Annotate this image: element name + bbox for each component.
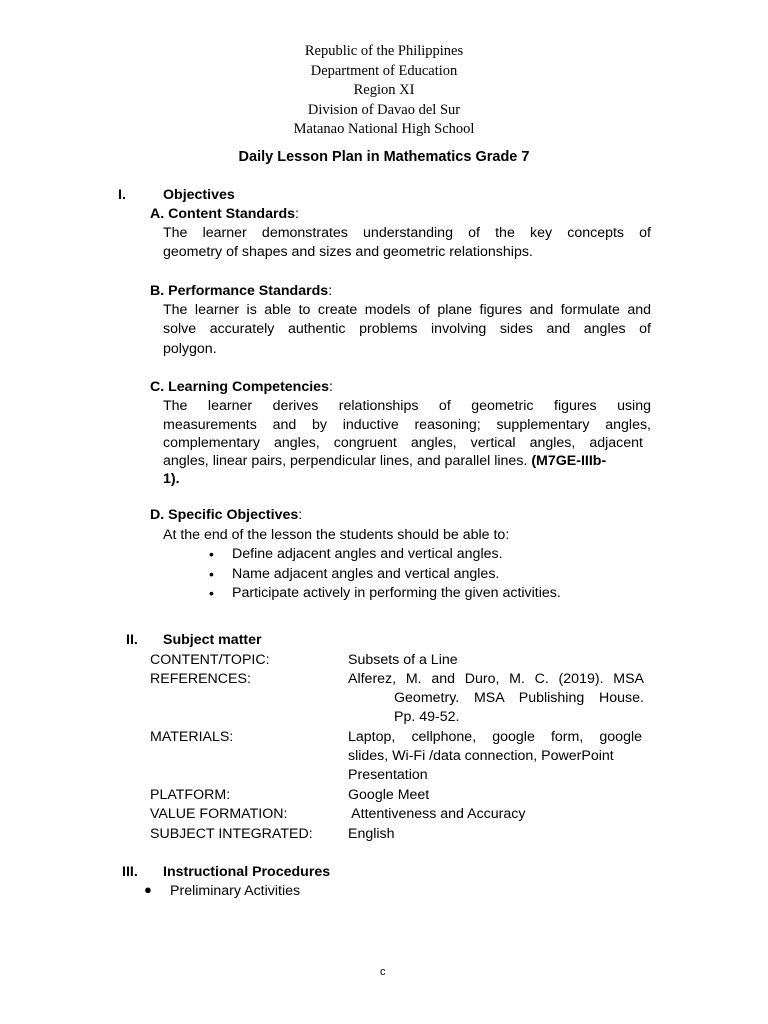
page-title: Daily Lesson Plan in Mathematics Grade 7 — [238, 149, 530, 165]
learning-competencies-heading — [150, 379, 333, 395]
performance-standards-heading — [150, 283, 332, 299]
section-numeral-procedures: III. — [122, 864, 138, 880]
objective-item-3: Participate actively in performing the given activities. — [232, 585, 561, 601]
content-standards-label: A. Content Standards — [150, 206, 296, 222]
specific-objectives-colon: : — [298, 507, 303, 523]
section-numeral-objectives: I. — [118, 187, 126, 203]
competency-code-part-2: 1). — [163, 471, 180, 487]
specific-objectives-intro: At the end of the lesson the students should be able to: — [163, 527, 510, 543]
performance-standards-line-3: polygon. — [163, 341, 217, 357]
platform-label: PLATFORM: — [150, 787, 231, 803]
performance-standards-line-1: The learner is able to create models of plane figures and formulate and — [163, 302, 651, 318]
content-standards-line-1: The learner demonstrates understanding of the key concepts of — [163, 225, 651, 241]
header-region: Region XI — [353, 82, 415, 98]
learning-competencies-label: C. Learning Competencies — [150, 379, 329, 395]
competency-code-part-1: (M7GE-IIIb- — [531, 453, 607, 469]
performance-standards-label: B. Performance Standards — [150, 283, 329, 299]
materials-line-1: Laptop, cellphone, google form, google — [348, 729, 642, 745]
materials-line-2: slides, Wi-Fi /data connection, PowerPoint — [348, 748, 614, 764]
header-department: Department of Education — [310, 63, 458, 79]
section-heading-subject-matter: Subject matter — [163, 632, 262, 648]
content-topic-label: CONTENT/TOPIC: — [150, 652, 270, 668]
references-line-2: Geometry. MSA Publishing House. — [394, 690, 644, 706]
learning-competencies-line-3: complementary angles, congruent angles, vertical angles, adjacent — [163, 435, 643, 451]
bullet-icon: • — [209, 585, 214, 601]
filled-bullet-icon: ● — [144, 882, 152, 897]
objective-item-2: Name adjacent angles and vertical angles. — [232, 566, 500, 582]
references-line-1: Alferez, M. and Duro, M. C. (2019). MSA — [348, 671, 644, 687]
bullet-icon: • — [209, 546, 214, 562]
header-division: Division of Davao del Sur — [307, 102, 461, 118]
objective-item-1: Define adjacent angles and vertical angles. — [232, 546, 503, 562]
preliminary-activities-item: Preliminary Activities — [170, 883, 301, 899]
bullet-icon: • — [209, 566, 214, 582]
performance-standards-line-2: solve accurately authentic problems involving sides and angles of — [163, 321, 651, 337]
section-heading-procedures: Instructional Procedures — [163, 864, 331, 880]
learning-competencies-line-4 — [163, 453, 606, 469]
learning-competencies-line-1: The learner derives relationships of geometric figures using — [163, 398, 651, 414]
learning-competencies-colon: : — [328, 379, 333, 395]
content-standards-heading — [150, 206, 299, 222]
specific-objectives-label: D. Specific Objectives — [150, 507, 299, 523]
header-school: Matanao National High School — [293, 121, 475, 137]
specific-objectives-heading — [150, 507, 302, 523]
section-heading-objectives: Objectives — [163, 187, 235, 203]
performance-standards-colon: : — [328, 283, 333, 299]
value-formation-label: VALUE FORMATION: — [150, 806, 288, 822]
references-line-3: Pp. 49-52. — [394, 709, 460, 725]
content-topic-value: Subsets of a Line — [348, 652, 458, 668]
page-mark: c — [380, 966, 386, 978]
learning-competencies-line-4-text: angles, linear pairs, perpendicular lines, and parallel lines. — [163, 453, 532, 469]
references-label: REFERENCES: — [150, 671, 251, 687]
value-formation-value: Attentiveness and Accuracy — [348, 806, 526, 822]
content-standards-line-2: geometry of shapes and sizes and geometric relationships. — [163, 244, 533, 260]
header-republic: Republic of the Philippines — [304, 43, 464, 59]
materials-label: MATERIALS: — [150, 729, 234, 745]
platform-value: Google Meet — [348, 787, 430, 803]
materials-line-3: Presentation — [348, 767, 428, 783]
content-standards-colon: : — [295, 206, 299, 222]
learning-competencies-line-2: measurements and by inductive reasoning; supplementary angles, — [163, 417, 651, 433]
subject-integrated-label: SUBJECT INTEGRATED: — [150, 826, 313, 842]
subject-integrated-value: English — [348, 826, 395, 842]
section-numeral-subject-matter: II. — [126, 632, 138, 648]
